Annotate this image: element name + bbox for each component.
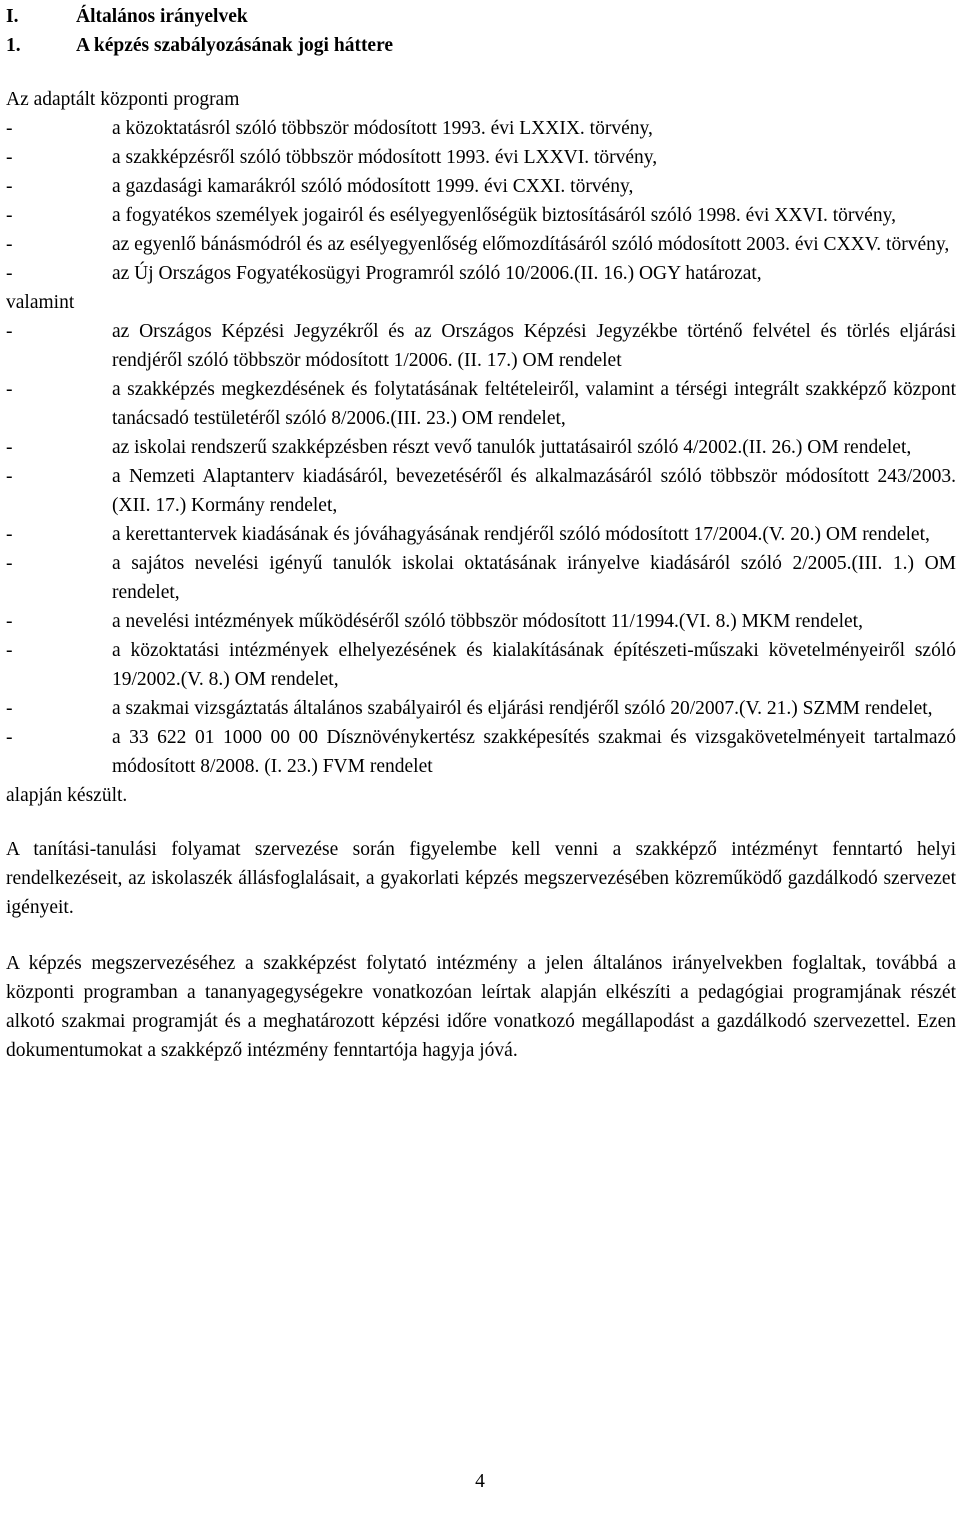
list-item: - a közoktatásról szóló többször módosított 1993. évi LXXIX. törvény, (6, 118, 653, 139)
heading-2-number: 1. (6, 35, 21, 56)
heading-1-text: Általános irányelvek (76, 6, 248, 27)
regulation-list (6, 317, 956, 781)
list-item: - a fogyatékos személyek jogairól és esélyegyenlőségük biztosításáról szóló 1998. évi XXVI. törvény, (6, 205, 896, 226)
paragraph-1: A tanítási-tanulási folyamat szervezése során figyelembe kell venni a szakképző intézményt fenntartó helyi rendelkezéseit, az iskolaszék állásfoglalásait, a gyakorlati képzés megszervezésében közreműködő gazdálkodó szervezet igényeit. (6, 839, 956, 918)
document-page (6, 0, 956, 1085)
list-item: - a sajátos nevelési igényű tanulók iskolai oktatásának irányelve kiadásáról szóló 2/2005.(III. 1.) OM rendelet, (6, 553, 956, 603)
paragraph-2: A képzés megszervezéséhez a szakképzést folytató intézmény a jelen általános irányelvekben foglaltak, továbbá a központi programban a tananyagegységekre vonatkozóan leírtak alapján elkészíti a pedagógiai programjának részét alkotó szakmai programját és a meghatározott képzési időre vonatkozó megállapodást a gazdálkodó szervezettel. Ezen dokumentumokat a szakképző intézmény fenntartója hagyja jóvá. (6, 953, 956, 1061)
list-item: - az Országos Képzési Jegyzékről és az Országos Képzési Jegyzékbe történő felvétel és törlés eljárási rendjéről szóló többször módosított 1/2006. (II. 17.) OM rendelet (6, 321, 956, 371)
list-item: - az egyenlő bánásmódról és az esélyegyenlőség előmozdításáról szóló módosított 2003. évi CXXV. törvény, (6, 234, 950, 255)
list-item: - az Új Országos Fogyatékosügyi Programról szóló 10/2006.(II. 16.) OGY határozat, (6, 263, 762, 284)
list-item: - a Nemzeti Alaptanterv kiadásáról, bevezetéséről és alkalmazásáról szóló többször módosított 243/2003.(XII. 17.) Kormány rendelet, (6, 466, 956, 516)
list-item: - a nevelési intézmények működéséről szóló többször módosított 11/1994.(VI. 8.) MKM rendelet, (6, 611, 863, 632)
heading-2 (6, 31, 956, 60)
list-item: - a kerettantervek kiadásának és jóváhagyásának rendjéről szóló módosított 17/2004.(V. 20.) OM rendelet, (6, 524, 930, 545)
page-number: 4 (475, 1471, 485, 1492)
list-item: - a szakmai vizsgáztatás általános szabályairól és eljárási rendjéről szóló 20/2007.(V. 21.) SZMM rendelet, (6, 698, 933, 719)
list-item: - a gazdasági kamarákról szóló módosított 1999. évi CXXI. törvény, (6, 176, 634, 197)
list-item: - a 33 622 01 1000 00 00 Dísznövénykertész szakképesítés szakmai és vizsgakövetelményeit tartalmazó módosított 8/2008. (I. 23.) FVM rendelet (6, 727, 956, 777)
list-item: - az iskolai rendszerű szakképzésben részt vevő tanulók juttatásairól szóló 4/2002.(II. 26.) OM rendelet, (6, 437, 912, 458)
heading-1 (6, 2, 956, 31)
heading-2-text: A képzés szabályozásának jogi háttere (76, 35, 394, 56)
heading-1-number: I. (6, 6, 19, 27)
alapjan-line: alapján készült. (6, 785, 128, 806)
law-list (6, 114, 956, 288)
list-item: - a szakképzés megkezdésének és folytatásának feltételeiről, valamint a térségi integrált szakképző központ tanácsadó testületéről szóló 8/2006.(III. 23.) OM rendelet, (6, 379, 956, 429)
valamint-line: valamint (6, 292, 75, 313)
intro-line: Az adaptált központi program (6, 89, 240, 110)
list-item: - a szakképzésről szóló többször módosított 1993. évi LXXVI. törvény, (6, 147, 658, 168)
list-item: - a közoktatási intézmények elhelyezésének és kialakításának építészeti-műszaki követelményeiről szóló 19/2002.(V. 8.) OM rendelet, (6, 640, 956, 690)
